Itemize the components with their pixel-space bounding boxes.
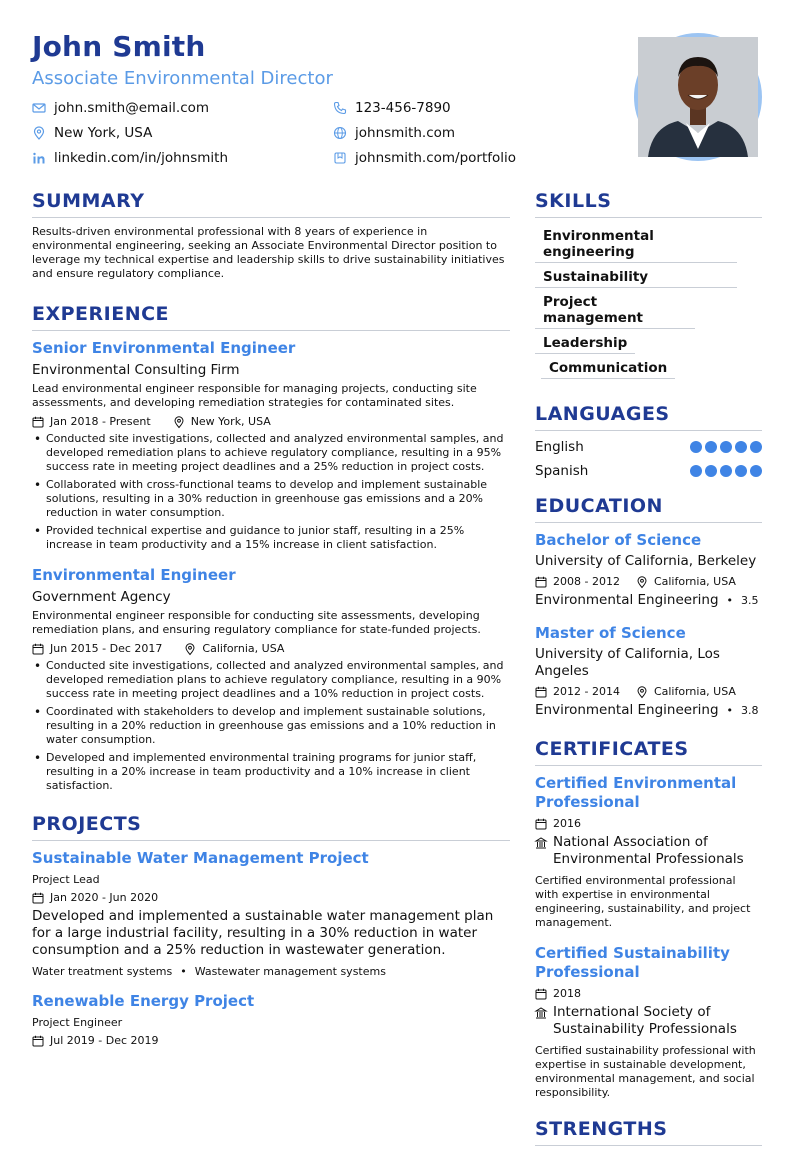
contact-phone[interactable]: 123-456-7890 (333, 100, 451, 116)
languages-heading: LANGUAGES (535, 403, 762, 431)
institution-icon (535, 837, 547, 849)
education-item (535, 624, 762, 718)
project-role: Project Engineer (32, 1016, 123, 1029)
school: University of California, Berkeley (535, 553, 757, 569)
skill-tag: Communication (541, 358, 675, 379)
calendar-icon (535, 576, 547, 588)
job-meta (32, 415, 510, 428)
certificate-meta (535, 987, 762, 1000)
left-column (32, 190, 510, 1047)
certificate-name: Certified Environmental Professional (535, 774, 737, 811)
job-title: Senior Environmental Engineer (32, 339, 296, 357)
field-of-study: Environmental Engineering • 3.5 (535, 592, 759, 608)
calendar-icon (535, 686, 547, 698)
language-name: Spanish (535, 463, 589, 479)
institution-icon (535, 1007, 547, 1019)
list-item: • Conducted site investigations, collected and analyzed environmental samples, and developed remediation plans to achieve regulatory compliance, resulting in a 90% success rate in meeting project deadlines and a 10% reduction in project costs. (32, 659, 510, 701)
globe-icon (333, 126, 347, 140)
calendar-icon (32, 892, 44, 904)
calendar-icon (535, 818, 547, 830)
project-meta (32, 1034, 510, 1047)
certificate-issuer: International Society of Sustainability Professionals (535, 1004, 762, 1038)
list-item: • Collaborated with cross-functional teams to develop and implement sustainable solutions, resulting in a 30% reduction in greenhouse gas emissions and a 20% reduction in water consumption. (32, 478, 510, 520)
certificate-item (535, 774, 762, 930)
skills-list (535, 226, 762, 383)
project-dates: Jul 2019 - Dec 2019 (50, 1034, 159, 1047)
language-row (535, 463, 762, 479)
skill-tag: Environmental engineering (535, 226, 737, 263)
job-location: California, USA (202, 642, 285, 655)
school: University of California, Los Angeles (535, 646, 720, 679)
education-location: California, USA (653, 685, 736, 698)
job-dates: Jun 2015 - Dec 2017 (50, 642, 163, 655)
experience-heading: EXPERIENCE (32, 303, 510, 331)
list-item: • Coordinated with stakeholders to develop and implement sustainable solutions, resulting in a 20% reduction in greenhouse gas emissions and a 10% reduction in water consumption. (32, 705, 510, 747)
project-role: Project Lead (32, 873, 100, 886)
education-location: California, USA (653, 575, 736, 588)
contact-email[interactable]: john.smith@email.com (32, 100, 209, 116)
list-item: • Conducted site investigations, collected and analyzed environmental samples, and developed remediation plans to achieve regulatory compliance, resulting in a 95% success rate in meeting project deadlines and a 25% reduction in project costs. (32, 432, 510, 474)
candidate-name: John Smith (32, 30, 206, 63)
project-item (32, 992, 510, 1047)
education-dates: 2012 - 2014 (553, 685, 620, 698)
project-item (32, 849, 510, 978)
company-name: Government Agency (32, 589, 171, 605)
experience-item (32, 339, 510, 552)
certificate-item (535, 944, 762, 1100)
location-pin-icon (32, 126, 46, 140)
certificate-name: Certified Sustainability Professional (535, 944, 730, 981)
achievement-list (32, 659, 510, 793)
email-icon (32, 101, 46, 115)
calendar-icon (32, 416, 44, 428)
language-row (535, 439, 762, 455)
tag: Water treatment systems (32, 965, 173, 978)
job-meta (32, 642, 510, 655)
list-item: • Developed and implemented environmental training programs for junior staff, resulting in a 20% increase in team productivity and a 10% increase in client satisfaction. (32, 751, 510, 793)
strengths-heading: STRENGTHS (535, 1118, 762, 1146)
proficiency-dots (687, 441, 762, 453)
list-item: • Provided technical expertise and guidance to junior staff, resulting in a 25% increase in team productivity and a 15% increase in client satisfaction. (32, 524, 510, 552)
certificates-heading: CERTIFICATES (535, 738, 762, 766)
contact-portfolio[interactable]: johnsmith.com/portfolio (333, 150, 516, 166)
gpa: 3.8 (741, 703, 759, 717)
degree: Bachelor of Science (535, 531, 702, 549)
language-name: English (535, 439, 584, 455)
skill-tag: Project management (535, 292, 695, 329)
certificate-issuer: National Association of Environmental Professionals (535, 834, 762, 868)
calendar-icon (535, 988, 547, 1000)
gpa: 3.5 (741, 593, 759, 607)
education-heading: EDUCATION (535, 495, 762, 523)
candidate-title: Associate Environmental Director (32, 68, 333, 89)
skill-tag: Leadership (535, 333, 635, 354)
skills-heading: SKILLS (535, 190, 762, 218)
job-description: Lead environmental engineer responsible for managing projects, conducting site assessments, and developing remediation strategies for contaminated sites. (32, 382, 477, 409)
job-description: Environmental engineer responsible for conducting site assessments, developing remediation plans, and ensuring regulatory compliance for state-funded projects. (32, 609, 481, 636)
project-title: Renewable Energy Project (32, 992, 255, 1010)
contact-location: New York, USA (32, 125, 152, 141)
calendar-icon (32, 1035, 44, 1047)
job-title: Environmental Engineer (32, 566, 236, 584)
location-pin-icon (184, 643, 196, 655)
project-meta (32, 891, 510, 904)
education-dates: 2008 - 2012 (553, 575, 620, 588)
tag: Wastewater management systems (194, 965, 386, 978)
right-column (535, 190, 762, 1154)
certificate-description: Certified environmental professional with expertise in environmental engineering, sustainability, and project management. (535, 874, 751, 929)
proficiency-dots (687, 465, 762, 477)
education-meta (535, 685, 762, 698)
calendar-icon (32, 643, 44, 655)
skill-tag: Sustainability (535, 267, 737, 288)
projects-heading: PROJECTS (32, 813, 510, 841)
certificate-year: 2018 (553, 987, 581, 1000)
summary-text: Results-driven environmental professional with 8 years of experience in environmental engineering, seeking an Associate Environmental Director position to leverage my technical expertise and leadership skills to drive sustainability initiatives and ensure regulatory compliance. (32, 225, 505, 280)
project-title: Sustainable Water Management Project (32, 849, 369, 867)
project-description: Developed and implemented a sustainable water management plan for a large industrial facility, resulting in a 30% reduction in water consumption and a 25% reduction in wastewater generation. (32, 908, 494, 958)
linkedin-icon (32, 151, 46, 165)
contact-linkedin[interactable]: linkedin.com/in/johnsmith (32, 150, 228, 166)
location-pin-icon (636, 686, 648, 698)
job-location: New York, USA (190, 415, 271, 428)
summary-heading: SUMMARY (32, 190, 510, 218)
degree: Master of Science (535, 624, 686, 642)
location-pin-icon (636, 576, 648, 588)
company-name: Environmental Consulting Firm (32, 362, 240, 378)
certificate-year: 2016 (553, 817, 581, 830)
project-dates: Jan 2020 - Jun 2020 (50, 891, 159, 904)
field-of-study: Environmental Engineering • 3.8 (535, 702, 759, 718)
profile-photo (634, 33, 762, 161)
portfolio-icon (333, 151, 347, 165)
experience-item (32, 566, 510, 793)
certificate-description: Certified sustainability professional with expertise in sustainable development, environmental management, and social responsibility. (535, 1044, 756, 1099)
contact-website[interactable]: johnsmith.com (333, 125, 455, 141)
job-dates: Jan 2018 - Present (50, 415, 151, 428)
certificate-meta (535, 817, 762, 830)
education-item (535, 531, 762, 608)
project-tags: Water treatment systems • Wastewater management systems (32, 965, 386, 978)
achievement-list (32, 432, 510, 552)
education-meta (535, 575, 762, 588)
location-pin-icon (173, 416, 185, 428)
phone-icon (333, 101, 347, 115)
